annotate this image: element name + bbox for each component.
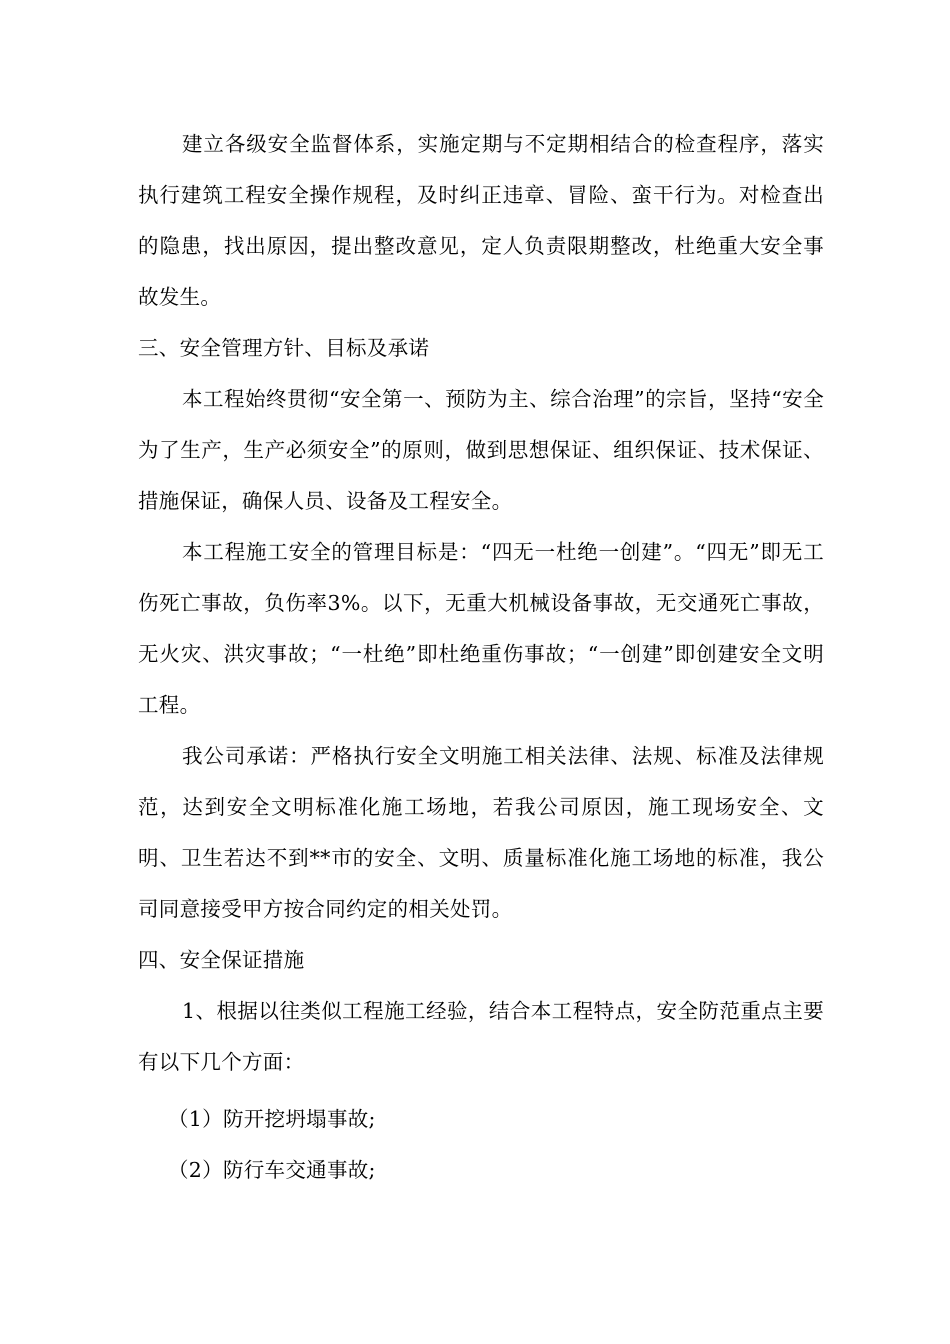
paragraph-prevention-focus: 1、根据以往类似工程施工经验，结合本工程特点，安全防范重点主要有以下几个方面： [138,999,824,1074]
list-item-traffic: （2）防行车交通事故; [168,1158,376,1182]
paragraph-safety-policy: 本工程始终贯彻“安全第一、预防为主、综合治理”的宗旨，坚持“安全为了生产，生产必须安全”的原则，做到思想保证、组织保证、技术保证、措施保证，确保人员、设备及工程安全。 [138,387,824,513]
document-page [138,119,824,1196]
paragraph-safety-target: 本工程施工安全的管理目标是：“四无一杜绝一创建”。“四无”即无工伤死亡事故，负伤率3%。以下，无重大机械设备事故，无交通死亡事故，无火灾、洪灾事故；“一杜绝”即杜绝重伤事故；“一创建”即创建安全文明工程。 [138,540,824,717]
paragraph-company-commitment: 我公司承诺：严格执行安全文明施工相关法律、法规、标准及法律规范，达到安全文明标准化施工场地，若我公司原因，施工现场安全、文明、卫生若达不到**市的安全、文明、质量标准化施工场地的标准，我公司同意接受甲方按合同约定的相关处罚。 [138,744,824,921]
list-item-excavation: （1）防开挖坍塌事故; [168,1107,376,1131]
section-heading-4: 四、安全保证措施 [138,948,305,972]
section-heading-3: 三、安全管理方针、目标及承诺 [138,336,430,360]
paragraph-safety-supervision: 建立各级安全监督体系，实施定期与不定期相结合的检查程序，落实执行建筑工程安全操作规程，及时纠正违章、冒险、蛮干行为。对检查出的隐患，找出原因，提出整改意见，定人负责限期整改，杜绝重大安全事故发生。 [138,132,824,309]
